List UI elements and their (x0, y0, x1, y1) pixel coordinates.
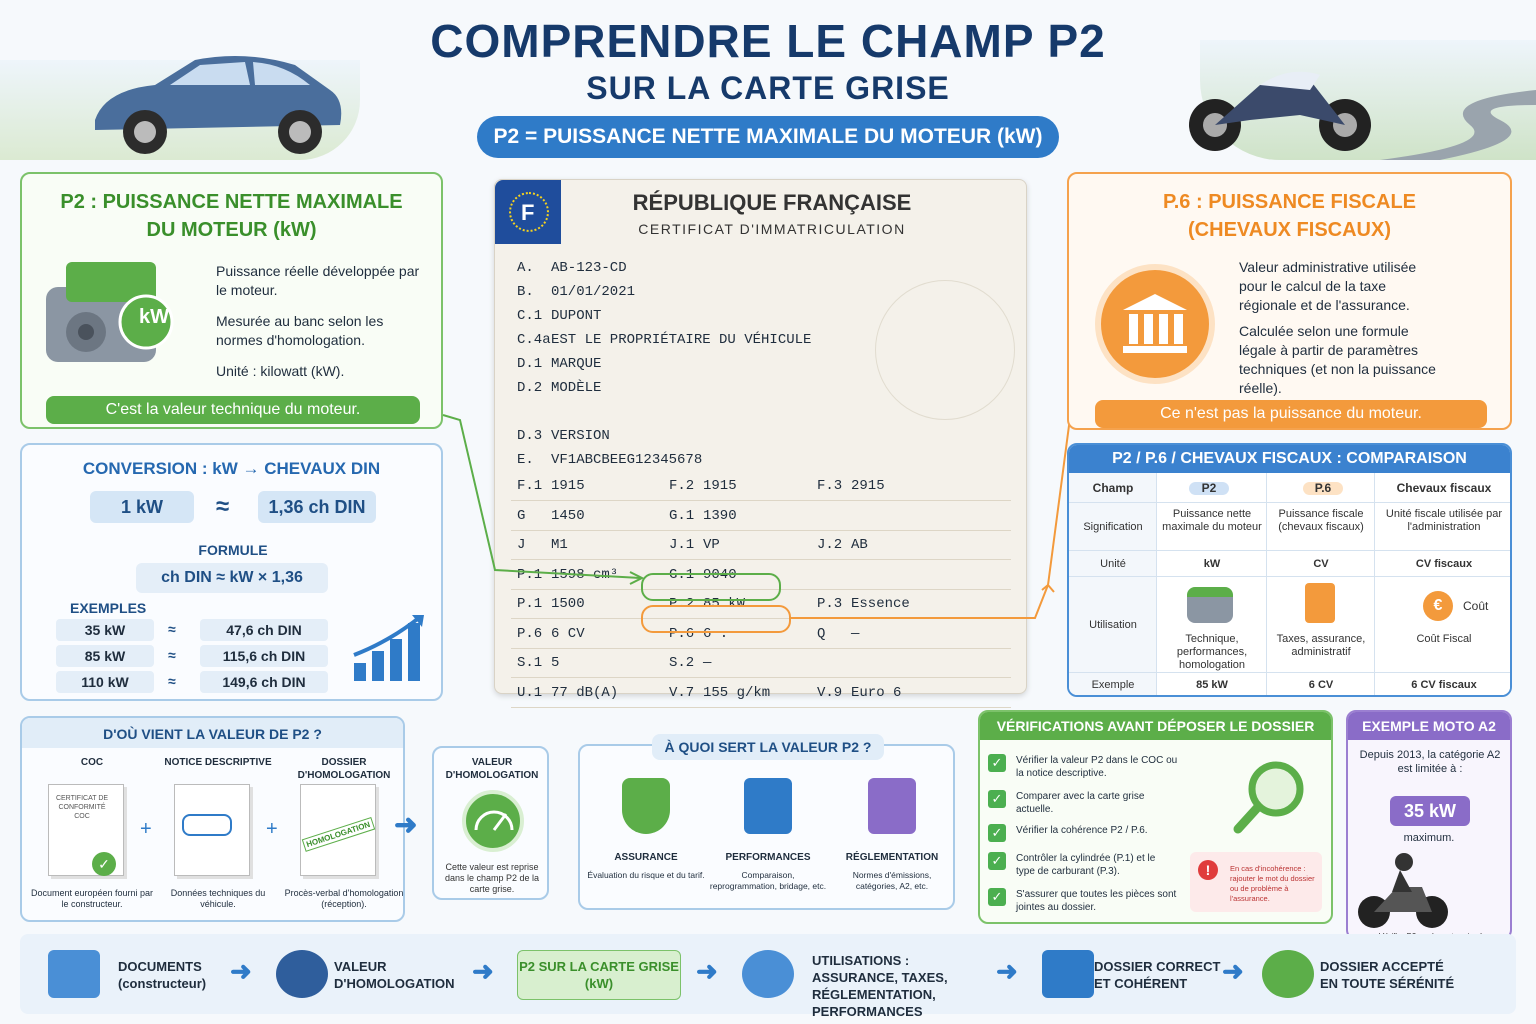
field-value: 6 CV (551, 625, 585, 642)
table-text: kW (1203, 557, 1221, 570)
table-text: 85 kW (1196, 678, 1228, 691)
check-circle-icon (1262, 950, 1314, 998)
field-code: D.1 (517, 356, 543, 372)
conversion-right-value: 1,36 ch DIN (258, 491, 376, 523)
gear-icon (276, 950, 328, 998)
conversion-approx: ≈ (216, 493, 230, 520)
table-text: Taxes, assurance, administratif (1276, 633, 1366, 658)
example-din: 115,6 ch DIN (200, 645, 328, 667)
kw-badge: kW (139, 306, 169, 328)
field-code: F.1 (517, 478, 543, 494)
p2-text-3: Unité : kilowatt (kW). (216, 363, 345, 379)
homologation-desc: Cette valeur est reprise dans le champ P2 de la carte grise. (444, 862, 540, 894)
field-code: G.1 (669, 507, 695, 524)
moto-desc: Depuis 2013, la catégorie A2 est limitée à : (1359, 749, 1501, 775)
calculator-icon (1305, 583, 1335, 623)
p6-text-2: Calculée selon une formule légale à partir de paramètres techniques (et non la puissance réelle). (1239, 323, 1436, 396)
field-value: DUPONT (551, 308, 602, 324)
euro-coin-icon: € (1423, 591, 1453, 621)
field-code: J.1 (669, 537, 695, 553)
example-kw: 85 kW (56, 645, 154, 667)
formula-value: ch DIN ≈ kW × 1,36 (136, 563, 328, 593)
field-value: 1598 cm³ (551, 566, 619, 583)
p6-definition-card (1067, 172, 1512, 430)
row-divider (511, 707, 1011, 708)
field-value: 1500 (551, 596, 585, 612)
field-value: — (703, 655, 712, 671)
field-value: 9040 (703, 566, 737, 583)
field-value: 155 g/km (703, 684, 771, 701)
warning-text: En cas d'incohérence : rajouter le mot du dossier ou de problème à l'assurance. (1230, 864, 1315, 903)
warning-icon: ! (1198, 860, 1218, 880)
arrow-right-icon: ➜ (1222, 956, 1244, 986)
origin-label-0: COC (80, 757, 104, 768)
check-badge-icon: ✓ (92, 852, 116, 876)
examples-label: EXEMPLES (70, 600, 147, 616)
table-text: P2 (1189, 482, 1229, 495)
coc-doc-text: CERTIFICAT DE CONFORMITÉ COC (55, 795, 109, 820)
table-text: Champ (1092, 480, 1134, 495)
conversion-title: CONVERSION : kW → CHEVAUX DIN (82, 459, 381, 478)
table-text: Utilisation (1089, 618, 1137, 631)
building-icon (1119, 290, 1191, 356)
field-code: C.1 (517, 308, 543, 324)
folder-icon (48, 950, 100, 998)
document-subtitle: CERTIFICAT D'IMMATRICULATION (638, 221, 906, 237)
flow-step-3: UTILISATIONS : ASSURANCE, TAXES, RÉGLEMENTATION, PERFORMANCES (812, 953, 948, 1019)
checklist-icon (1042, 950, 1094, 998)
field-value: VF1ABCBEEG12345678 (551, 452, 703, 468)
chart-icon (744, 778, 792, 834)
engine-icon (1187, 587, 1233, 623)
field-code: S.2 (669, 655, 695, 671)
field-code: P.3 (817, 596, 843, 612)
homologation-stamp: HOMOLOGATION (302, 817, 375, 852)
p2-summary-bar: C'est la valeur technique du moteur. (46, 396, 420, 424)
field-value: 77 dB(A) (551, 684, 619, 701)
table-text: P.6 (1303, 482, 1343, 495)
page-title: COMPRENDRE LE CHAMP P2 (430, 15, 1106, 67)
field-value: VERSION (551, 428, 610, 444)
field-code: V.7 (669, 684, 695, 701)
magnifier-icon (1230, 757, 1310, 837)
field-code: P.1 (517, 566, 543, 583)
arrow-right-icon: ➜ (394, 809, 418, 840)
origin-desc-0: Document européen fourni par le constructeur. (30, 888, 154, 909)
table-text: Coût Fiscal (1416, 633, 1472, 645)
example-din: 47,6 ch DIN (200, 619, 328, 641)
field-code: D.2 (517, 380, 543, 396)
table-text: Unité fiscale utilisée par l'administration (1385, 507, 1503, 533)
checkbox-icon: ✓ (988, 888, 1006, 906)
origin-desc-2: Procès-verbal d'homologation (réception). (284, 888, 404, 909)
field-code: S.1 (517, 655, 543, 671)
example-kw: 110 kW (56, 671, 154, 693)
usage-desc-0: Évaluation du risque et du tarif. (587, 870, 705, 880)
page-subtitle: SUR LA CARTE GRISE (586, 70, 950, 106)
field-value: 2915 (851, 478, 885, 494)
field-value: M1 (551, 537, 568, 553)
table-text: CV (1313, 557, 1329, 570)
field-value: 6 . (703, 625, 729, 642)
document-title: RÉPUBLIQUE FRANÇAISE (632, 190, 912, 215)
field-value: Euro 6 (851, 684, 902, 701)
field-code: Q (817, 625, 826, 642)
field-value: 5 (551, 655, 560, 671)
car-icon (182, 814, 232, 836)
flow-step-2: P2 SUR LA CARTE GRISE (kW) (519, 959, 679, 991)
field-code: E. (517, 452, 534, 468)
field-code: F.2 (669, 478, 695, 494)
table-text: CV fiscaux (1415, 557, 1473, 570)
table-text: Puissance fiscale (chevaux fiscaux) (1278, 507, 1364, 533)
checkbox-icon: ✓ (988, 754, 1006, 772)
formula-label: FORMULE (198, 542, 268, 558)
usage-card (578, 739, 955, 910)
field-code: P.1 (517, 596, 543, 612)
usage-label-2: RÉGLEMENTATION (845, 852, 939, 863)
moto-card (1346, 710, 1512, 940)
checks-title: VÉRIFICATIONS AVANT DÉPOSER LE DOSSIER (980, 712, 1331, 740)
table-text: Technique, performances, homologation (1176, 633, 1248, 671)
field-value: 1450 (551, 507, 585, 524)
field-value: 1915 (551, 478, 585, 494)
check-text-0: Vérifier la valeur P2 dans le COC ou la notice descriptive. (1016, 755, 1178, 779)
field-value: AB-123-CD (551, 260, 627, 276)
check-text-1: Comparer avec la carte grise actuelle. (1016, 791, 1145, 815)
arrow-right-icon: ➜ (230, 956, 252, 986)
field-code: G (517, 507, 526, 524)
moto-value: 35 kW (1390, 796, 1470, 826)
plus-sign: + (266, 818, 278, 840)
field-value: Essence (851, 596, 910, 612)
shield-icon (622, 778, 670, 834)
field-value: EST LE PROPRIÉTAIRE DU VÉHICULE (551, 332, 812, 348)
arrow-right-icon: ➜ (472, 956, 494, 986)
table-text: 6 CV fiscaux (1411, 678, 1477, 691)
table-text: Chevaux fiscaux (1396, 480, 1492, 495)
checks-card (978, 710, 1333, 924)
flow-step-0: DOCUMENTS (constructeur) (118, 959, 207, 991)
field-code: P.2 (669, 596, 695, 612)
p6-text-1: Valeur administrative utilisée pour le calcul de la taxe régionale et de l'assurance. (1239, 259, 1417, 313)
checkbox-icon: ✓ (988, 790, 1006, 808)
usage-label-1: PERFORMANCES (725, 852, 811, 863)
example-kw: 35 kW (56, 619, 154, 641)
conversion-left-value: 1 kW (90, 491, 194, 523)
field-code: P.6 (517, 625, 543, 642)
origin-desc-1: Données techniques du véhicule. (170, 888, 266, 909)
field-code: F.3 (817, 478, 843, 494)
check-text-4: S'assurer que toutes les pièces sont jointes au dossier. (1016, 889, 1177, 913)
origin-title: D'OÙ VIENT LA VALEUR DE P2 ? (103, 726, 322, 742)
p2-text-1: Puissance réelle développée par le moteur. (216, 263, 420, 298)
arrow-right-icon: ➜ (996, 956, 1018, 986)
check-text-3: Contrôler la cylindrée (P.1) et le type de carburant (P.3). (1016, 853, 1156, 877)
flow-step-1: VALEUR D'HOMOLOGATION (334, 959, 455, 991)
example-approx: ≈ (168, 621, 176, 637)
checkbox-icon: ✓ (988, 852, 1006, 870)
homologation-title: VALEUR D'HOMOLOGATION (445, 757, 539, 781)
flow-step-4: DOSSIER CORRECT ET COHÉRENT (1094, 959, 1221, 991)
flow-step-5: DOSSIER ACCEPTÉ EN TOUTE SÉRÉNITÉ (1320, 959, 1455, 991)
cost-label: Coût (1463, 599, 1489, 613)
check-text-2: Vérifier la cohérence P2 / P.6. (1016, 825, 1148, 836)
usage-title: À QUOI SERT LA VALEUR P2 ? (652, 734, 884, 760)
usage-desc-2: Normes d'émissions, catégories, A2, etc. (852, 870, 932, 891)
field-value: AB (851, 537, 868, 553)
checkbox-icon: ✓ (988, 824, 1006, 842)
origin-card (20, 716, 405, 922)
field-code: B. (517, 284, 534, 300)
field-value: 1390 (703, 507, 737, 524)
origin-label-1: NOTICE DESCRIPTIVE (164, 757, 272, 768)
definition-pill: P2 = PUISSANCE NETTE MAXIMALE DU MOTEUR (kW) (477, 116, 1059, 158)
moto-after: maximum. (1403, 832, 1455, 844)
field-code: C.4a (517, 332, 551, 348)
origin-label-2: DOSSIER D'HOMOLOGATION (297, 757, 391, 781)
usage-label-0: ASSURANCE (614, 852, 678, 863)
gauge-needle-icon (470, 800, 518, 840)
arrow-right-icon: ➜ (696, 956, 718, 986)
field-code: V.9 (817, 684, 843, 701)
field-value: MODÈLE (551, 380, 602, 396)
comparison-table (1067, 443, 1512, 697)
example-approx: ≈ (168, 673, 176, 689)
field-code: P.6 (669, 625, 695, 642)
field-value: 1915 (703, 478, 737, 494)
field-value: MARQUE (551, 356, 602, 372)
rider-illustration (1352, 842, 1452, 932)
globe-icon (742, 950, 794, 998)
field-code: D.3 (517, 428, 543, 444)
clipboard-icon (868, 778, 916, 834)
field-code: A. (517, 260, 534, 276)
field-value: VP (703, 537, 720, 553)
table-text: 6 CV (1308, 678, 1334, 691)
usage-desc-1: Comparaison, reprogrammation, bridage, etc. (709, 870, 827, 891)
homologation-card (432, 746, 549, 900)
table-text: Signification (1083, 520, 1143, 533)
table-text: Puissance nette maximale du moteur (1162, 507, 1262, 533)
plus-sign: + (140, 818, 152, 840)
field-code: U.1 (517, 684, 543, 701)
table-text: Unité (1100, 557, 1126, 570)
p2-card-title: P2 : PUISSANCE NETTE MAXIMALE DU MOTEUR (kW) (60, 191, 403, 241)
field-value: — (851, 625, 860, 642)
example-approx: ≈ (168, 647, 176, 663)
field-value: 85 kW (703, 596, 746, 612)
example-din: 149,6 ch DIN (200, 671, 328, 693)
field-code: J.2 (817, 537, 843, 553)
table-text: Exemple (1091, 678, 1135, 691)
p2-text-2: Mesurée au banc selon les normes d'homologation. (216, 313, 384, 348)
moto-title: EXEMPLE MOTO A2 (1348, 712, 1510, 740)
field-code: J (517, 537, 526, 553)
field-value: 01/01/2021 (551, 284, 636, 300)
field-code: G.1 (669, 566, 695, 583)
p6-summary-bar: Ce n'est pas la puissance du moteur. (1095, 400, 1487, 428)
flag-letter: F (521, 200, 535, 225)
table-title: P2 / P.6 / CHEVAUX FISCAUX : COMPARAISON (1069, 445, 1510, 473)
p6-card-title: P.6 : PUISSANCE FISCALE (CHEVAUX FISCAUX) (1162, 191, 1417, 241)
